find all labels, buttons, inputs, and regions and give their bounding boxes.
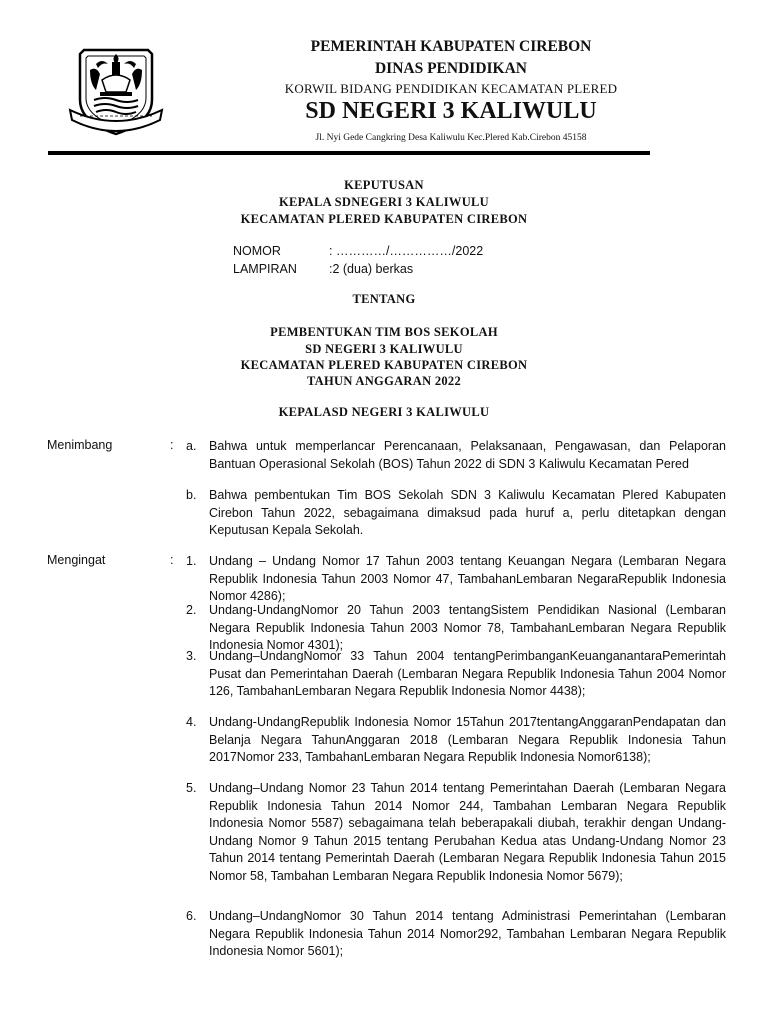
menimbang-item xyxy=(186,487,726,540)
decree-region-heading: KECAMATAN PLERED KABUPATEN CIREBON xyxy=(240,212,528,226)
item-marker: b. xyxy=(186,488,197,502)
decree-issuer-heading: KEPALA SDNEGERI 3 KALIWULU xyxy=(278,195,490,209)
subject-line-2: SD NEGERI 3 KALIWULU xyxy=(305,342,463,356)
mengingat-item xyxy=(186,908,726,961)
item-text: Bahwa pembentukan Tim BOS Sekolah SDN 3 Kaliwulu Kecamatan Plered Kabupaten Cirebon Tahun 2022, sebagaimana dimaksud pada huruf a, perlu ditetapkan dengan Keputusan Kepala Sekolah. xyxy=(209,488,726,538)
subject-line-4: TAHUN ANGGARAN 2022 xyxy=(306,374,462,388)
letterhead-district-line: KORWIL BIDANG PENDIDIKAN KECAMATAN PLERED xyxy=(284,81,618,96)
mengingat-item xyxy=(186,553,726,606)
mengingat-label: Mengingat xyxy=(47,553,106,567)
mengingat-item xyxy=(186,780,726,886)
item-text: Undang-UndangNomor 20 Tahun 2003 tentangSistem Pendidikan Nasional (Lembaran Negara Republik Indonesia Tahun 2003 Nomor 78, TambahanLembaran Negara Republik Indonesia Nomor 4301); xyxy=(209,603,726,653)
subject-line-3: KECAMATAN PLERED KABUPATEN CIREBON xyxy=(240,358,528,372)
decree-heading: KEPUTUSAN xyxy=(344,178,424,192)
item-text: Bahwa untuk memperlancar Perencanaan, Pelaksanaan, Pengawasan, dan Pelaporan Bantuan Operasional Sekolah (BOS) Tahun 2022 di SDN 3 Kaliwulu Kecamatan Pered xyxy=(209,439,726,471)
item-text: Undang – Undang Nomor 17 Tahun 2003 tentang Keuangan Negara (Lembaran Negara Republik Indonesia Tahun 2003 Nomor 47, TambahanLembaran NegaraRepublik Indonesia Nomor 4286); xyxy=(209,554,726,604)
school-address: Jl. Nyi Gede Cangkring Desa Kaliwulu Kec.Plered Kab.Cirebon 45158 xyxy=(315,133,587,143)
item-marker: 6. xyxy=(186,909,197,923)
item-text: Undang-UndangRepublik Indonesia Nomor 15Tahun 2017tentangAnggaranPendapatan dan Belanja Negara TahunAnggaran 2018 (Lembaran Negara Republik Indonesia Tahun 2017Nomor 233, TambahanLembaran Negara Republik Indonesia Nomor6138); xyxy=(209,715,726,765)
menimbang-colon: : xyxy=(170,438,174,452)
lampiran-value: :2 (dua) berkas xyxy=(329,262,414,276)
menimbang-label: Menimbang xyxy=(47,438,113,452)
item-marker: 2. xyxy=(186,603,197,617)
nomor-label: NOMOR xyxy=(233,244,281,258)
mengingat-item xyxy=(186,648,726,701)
menimbang-item xyxy=(186,438,726,473)
item-text: Undang–UndangNomor 33 Tahun 2004 tentangPerimbanganKeuanganantaraPemerintah Pusat dan Pemerintahan Daerah (Lembaran Negara Republik Indonesia Tahun 2004 Nomor 126, TambahanLembaran Negara Republik Indonesia Nomor 4438); xyxy=(209,649,726,699)
tentang-heading: TENTANG xyxy=(352,292,416,306)
item-marker: 4. xyxy=(186,715,197,729)
mengingat-item xyxy=(186,714,726,767)
item-text: Undang–UndangNomor 30 Tahun 2014 tentang Administrasi Pemerintahan (Lembaran Negara Republik Indonesia Tahun 2014 Nomor292, Tambahan Lembaran Negara Republik Indonesia Nomor 5601); xyxy=(209,909,726,959)
letterhead-divider xyxy=(48,151,650,155)
mengingat-colon: : xyxy=(170,553,174,567)
lampiran-label: LAMPIRAN xyxy=(233,262,297,276)
cirebon-regency-emblem-icon xyxy=(66,40,166,140)
mengingat-item xyxy=(186,602,726,655)
item-marker: 1. xyxy=(186,554,197,568)
school-name: SD NEGERI 3 KALIWULU xyxy=(305,98,597,124)
letterhead-office-line: DINAS PENDIDIKAN xyxy=(374,60,527,77)
nomor-value: : …………/……………/2022 xyxy=(329,244,484,258)
item-marker: a. xyxy=(186,439,197,453)
issuer-heading: KEPALASD NEGERI 3 KALIWULU xyxy=(278,405,490,419)
item-text: Undang–Undang Nomor 23 Tahun 2014 tentang Pemerintahan Daerah (Lembaran Negara Republik Indonesia Tahun 2014 Nomor 244, Tambahan Lembaran Negara Republik Indonesia Nomor 5587) sebagaimana telah beberapakali diubah, terakhir dengan Undang-Undang Nomor 9 Tahun 2015 tentang Perubahan Kedua atas Undang-Undang Nomor 23 Tahun 2014 tentang Pemerintah Daerah (Lembaran Negara Republik Indonesia Tahun 2015 Nomor 58, Tambahan Lembaran Negara Republik Indonesia Nomor 5679); xyxy=(209,781,726,883)
item-marker: 3. xyxy=(186,649,197,663)
letterhead-government-line: PEMERINTAH KABUPATEN CIREBON xyxy=(310,38,592,55)
subject-line-1: PEMBENTUKAN TIM BOS SEKOLAH xyxy=(270,325,498,339)
item-marker: 5. xyxy=(186,781,197,795)
